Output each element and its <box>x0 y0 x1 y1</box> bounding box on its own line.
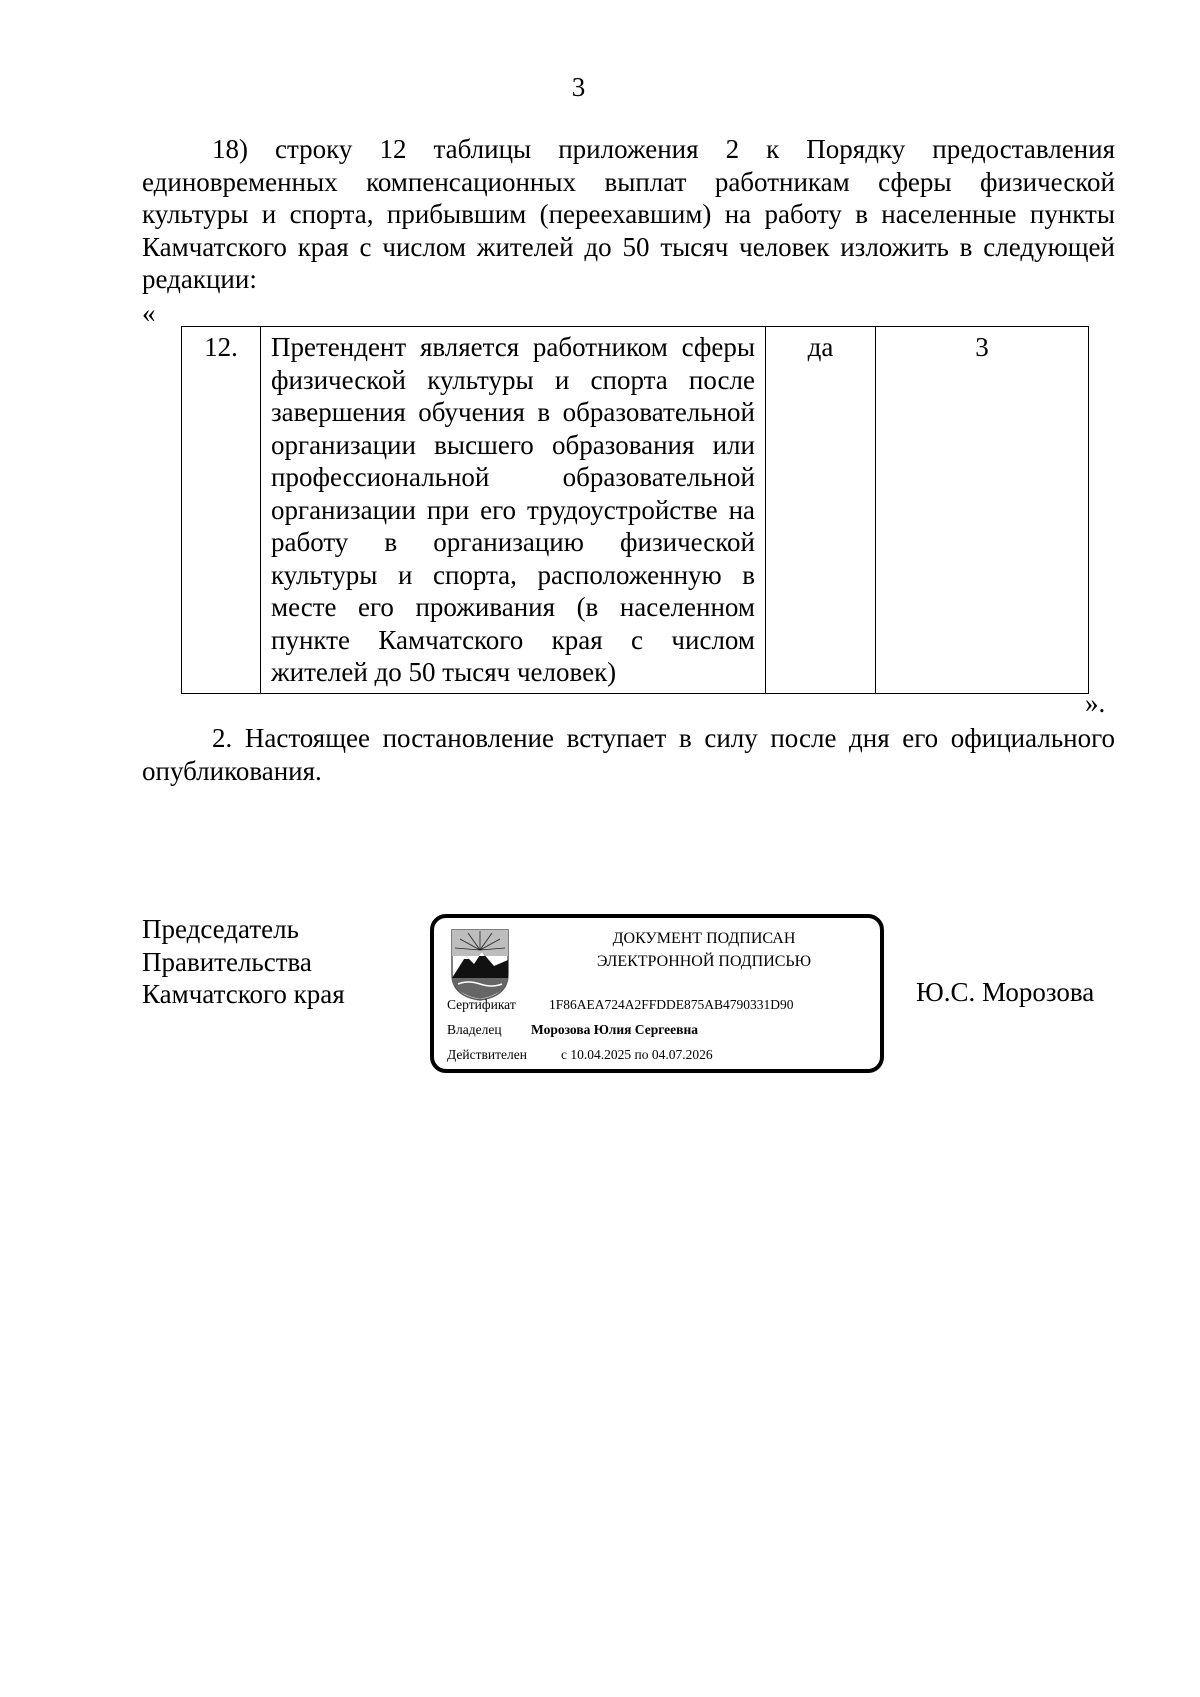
row-score: 3 <box>876 327 1089 694</box>
row-criterion: Претендент является работником сферы физической культуры и спорта после завершения обучения в образовательной организации высшего образования или профессиональной образовательной организации при его трудоустройстве на работу в организацию физической культуры и спорта, расположенную в месте его проживания (в населенном пункте Камчатского края с числом жителей до 50 тысяч человек) <box>261 327 766 694</box>
owner-label: Владелец <box>447 1022 502 1037</box>
kamchatka-coat-of-arms-icon <box>448 926 512 1002</box>
table-row <box>182 327 1089 694</box>
certificate-label: Сертификат <box>447 997 516 1012</box>
paragraph-2 <box>142 722 1115 787</box>
criteria-table <box>181 326 1089 694</box>
paragraph-18 <box>142 133 1115 296</box>
signatory-name: Ю.С. Морозова <box>916 977 1095 1007</box>
signatory-position <box>142 913 345 1011</box>
validity-line <box>447 1047 713 1063</box>
electronic-signature-stamp <box>430 914 884 1073</box>
stamp-title-line-1: ДОКУМЕНТ ПОДПИСАН <box>612 930 796 947</box>
paragraph-18-text: 18) строку 12 таблицы приложения 2 к Порядку предоставления единовременных компенсационных выплат работникам сферы физической культуры и спорта, прибывшим (переехавшим) на работу в населенные пункты Камчатского края с числом жителей до 50 тысяч человек изложить в следующей редакции: <box>142 134 1115 294</box>
opening-quote: « <box>142 298 156 328</box>
stamp-title <box>534 927 874 973</box>
owner-line <box>447 1022 698 1038</box>
row-answer: да <box>766 327 876 694</box>
page-number: 3 <box>571 72 586 102</box>
paragraph-2-text: 2. Настоящее постановление вступает в силу после дня его официального опубликования. <box>142 723 1115 786</box>
position-line-2: Правительства <box>142 946 312 977</box>
position-line-1: Председатель <box>142 914 299 944</box>
validity-label: Действителен <box>447 1047 527 1062</box>
stamp-title-line-2: ЭЛЕКТРОННОЙ ПОДПИСЬЮ <box>596 953 812 970</box>
owner-value: Морозова Юлия Сергеевна <box>531 1022 698 1037</box>
certificate-value: 1F86AEA724A2FFDDE875AB4790331D90 <box>549 997 794 1012</box>
closing-quote: ». <box>1085 688 1106 718</box>
validity-value: с 10.04.2025 по 04.07.2026 <box>561 1047 713 1062</box>
row-number: 12. <box>182 327 261 694</box>
position-line-3: Камчатского края <box>142 979 345 1009</box>
certificate-line <box>447 997 794 1013</box>
